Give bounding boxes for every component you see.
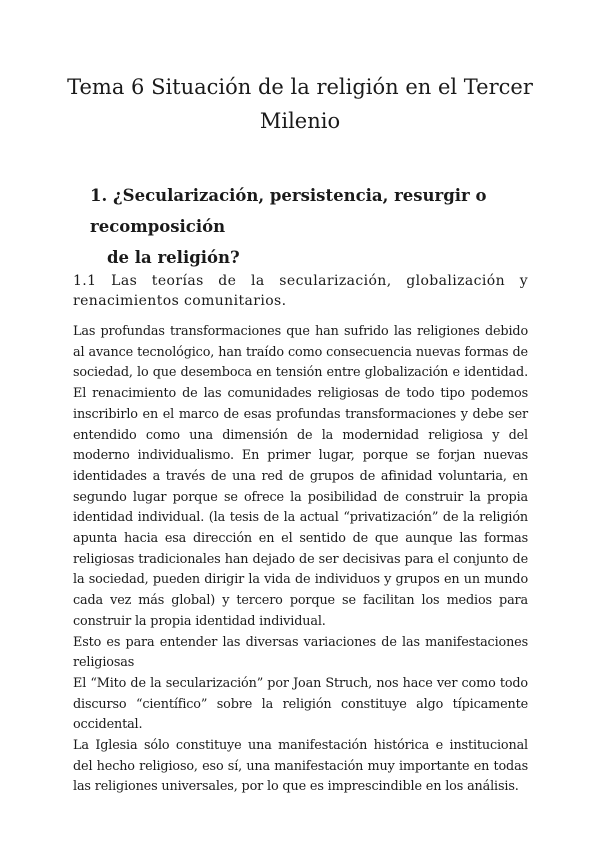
section-heading	[90, 180, 530, 273]
body-text	[73, 322, 528, 798]
document-title	[60, 70, 540, 138]
paragraph: La Iglesia sólo constituye una manifestación histórica e institucional del hecho religioso, eso sí, una manifestación muy importante en todas las religiones universales, por lo que es imprescindible en los análisis.	[73, 738, 528, 795]
subsection-heading: 1.1 Las teorías de la secularización, globalización y renacimientos comunitarios.	[73, 273, 528, 309]
document-title-line-1: Tema 6 Situación de la religión en el Tercer	[67, 75, 533, 99]
paragraph: El “Mito de la secularización” por Joan Struch, nos hace ver como todo discurso “científico” sobre la religión constituye algo típicamente occidental.	[73, 675, 528, 733]
section-heading-line-1: ¿Secularización, persistencia, resurgir o recomposición	[90, 186, 487, 236]
section-heading-line-2: de la religión?	[107, 248, 240, 267]
paragraph: Las profundas transformaciones que han sufrido las religiones debido al avance tecnológico, han traído como consecuencia nuevas formas de sociedad, lo que desemboca en tensión entre globalización e identidad. El renacimiento de las comunidades religiosas de todo tipo podemos inscribirlo en el marco de esas profundas transformaciones y debe ser entendido como una dimensión de la modernidad religiosa y del moderno individualismo. En primer lugar, porque se forjan nuevas identidades a través de una red de grupos de afinidad voluntaria, en segundo lugar porque se ofrece la posibilidad de construir la propia identidad individual. (la tesis de la actual “privatización” de la religión apunta hacia esa dirección en el sentido de que aunque las formas religiosas tradicionales han dejado de ser decisivas para el conjunto de la sociedad, pueden dirigir la vida de individuos y grupos en un mundo cada vez más global) y tercero porque se facilitan los medios para construir la propia identidad individual.	[73, 324, 528, 629]
paragraph: Esto es para entender las diversas variaciones de las manifestaciones religiosas	[73, 634, 528, 671]
section-number: 1.	[90, 186, 108, 205]
document-title-line-2: Milenio	[259, 109, 341, 133]
